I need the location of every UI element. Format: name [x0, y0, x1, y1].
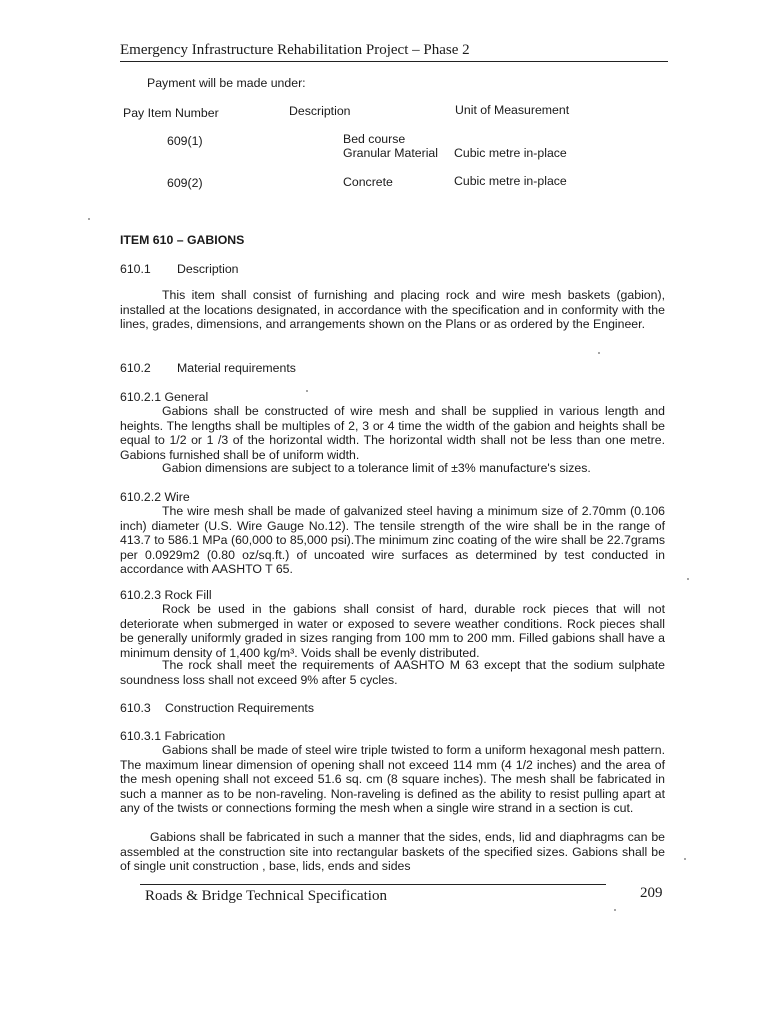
- paragraph-fabrication-1: Gabions shall be made of steel wire triple twisted to form a uniform hexagonal mesh pattern. The maximum linear dimension of opening shall not exceed 114 mm (4 1/2 inches) and the area of the mesh opening shall not exceed 51.6 sq. cm (8 square inches). The mesh shall be fabricated in such a manner as to be non-raveling. Non-raveling is defined as the ability to resist pulling apart at any of the twists or connections forming the mesh when a single wire strand in a section is cut.: [120, 743, 665, 815]
- page-number: 209: [640, 885, 663, 901]
- section-610-2-title: Material requirements: [177, 361, 296, 375]
- pay-item-description: Bed course: [343, 132, 406, 146]
- page-header: Emergency Infrastructure Rehabilitation Project – Phase 2: [120, 42, 668, 62]
- pay-item-description-2: Granular Material: [343, 146, 438, 160]
- paragraph-fabrication-2: Gabions shall be fabricated in such a manner that the sides, ends, lid and diaphragms can be assembled at the construction site into rectangular baskets of the specified sizes. Gabions shall be of single unit construction , base, lids, ends and sides: [120, 830, 665, 873]
- pay-item-number: 609(1): [167, 134, 203, 148]
- scan-speck: [684, 858, 686, 860]
- pay-item-description: Concrete: [343, 175, 393, 189]
- section-610-3-1-heading: 610.3.1 Fabrication: [120, 729, 226, 743]
- scan-speck: [687, 578, 689, 580]
- paragraph-general-2: Gabion dimensions are subject to a tolerance limit of ±3% manufacture's sizes.: [162, 461, 591, 475]
- section-610-2-number: 610.2: [120, 361, 151, 375]
- paragraph-wire: The wire mesh shall be made of galvanized steel having a minimum size of 2.70mm (0.106 inch) diameter (U.S. Wire Gauge No.12). The tensile strength of the wire shall be in the range of 413.7 to 586.1 MPa (60,000 to 85,000 psi).The minimum zinc coating of the wire shall be 22.7grams per 0.0929m2 (0.80 oz/sq.ft.) of uncoated wire surfaces as determined by test conducted in accordance with AASHTO T 65.: [120, 504, 665, 576]
- item-title: ITEM 610 – GABIONS: [120, 233, 245, 247]
- pay-item-number: 609(2): [167, 176, 203, 190]
- scan-speck: [306, 390, 308, 392]
- section-610-1-number: 610.1: [120, 262, 151, 276]
- column-header-description: Description: [289, 104, 351, 118]
- scan-speck: [598, 352, 600, 354]
- pay-item-unit: Cubic metre in-place: [454, 174, 567, 188]
- footer-rule: [140, 884, 606, 885]
- pay-item-unit: Cubic metre in-place: [454, 146, 567, 160]
- section-610-2-2-heading: 610.2.2 Wire: [120, 490, 190, 504]
- paragraph-rock-2: The rock shall meet the requirements of AASHTO M 63 except that the sodium sulphate soundness loss shall not exceed 9% after 5 cycles.: [120, 658, 665, 687]
- section-610-3-number: 610.3: [120, 701, 151, 715]
- section-610-2-3-heading: 610.2.3 Rock Fill: [120, 588, 212, 602]
- paragraph-rock-1: Rock be used in the gabions shall consist of hard, durable rock pieces that will not deteriorate when submerged in water or exposed to severe weather conditions. Rock pieces shall be generally uniformly graded in sizes ranging from 100 mm to 200 mm. Filled gabions shall have a minimum density of 1,400 kg/m³. Voids shall be evenly distributed.: [120, 602, 665, 660]
- paragraph-general-1: Gabions shall be constructed of wire mesh and shall be supplied in various length and heights. The lengths shall be multiples of 2, 3 or 4 time the width of the gabion and heights shall be equal to 1/2 or 1 /3 of the horizontal width. The horizontal width shall not be less than one metre. Gabions furnished shall be of uniform width.: [120, 404, 665, 462]
- scan-speck: [88, 218, 90, 220]
- column-header-pay-item: Pay Item Number: [123, 106, 219, 120]
- scan-speck: [614, 909, 616, 911]
- section-610-3-title: Construction Requirements: [165, 701, 314, 715]
- paragraph-description: This item shall consist of furnishing and placing rock and wire mesh baskets (gabion), installed at the locations designated, in accordance with the specification and in conformity with the lines, grades, dimensions, and arrangements shown on the Plans or as ordered by the Engineer.: [120, 288, 665, 331]
- section-610-2-1-heading: 610.2.1 General: [120, 390, 209, 404]
- payment-intro: Payment will be made under:: [147, 76, 306, 90]
- section-610-1-title: Description: [177, 262, 239, 276]
- footer-title: Roads & Bridge Technical Specification: [145, 888, 387, 904]
- column-header-unit: Unit of Measurement: [455, 103, 570, 117]
